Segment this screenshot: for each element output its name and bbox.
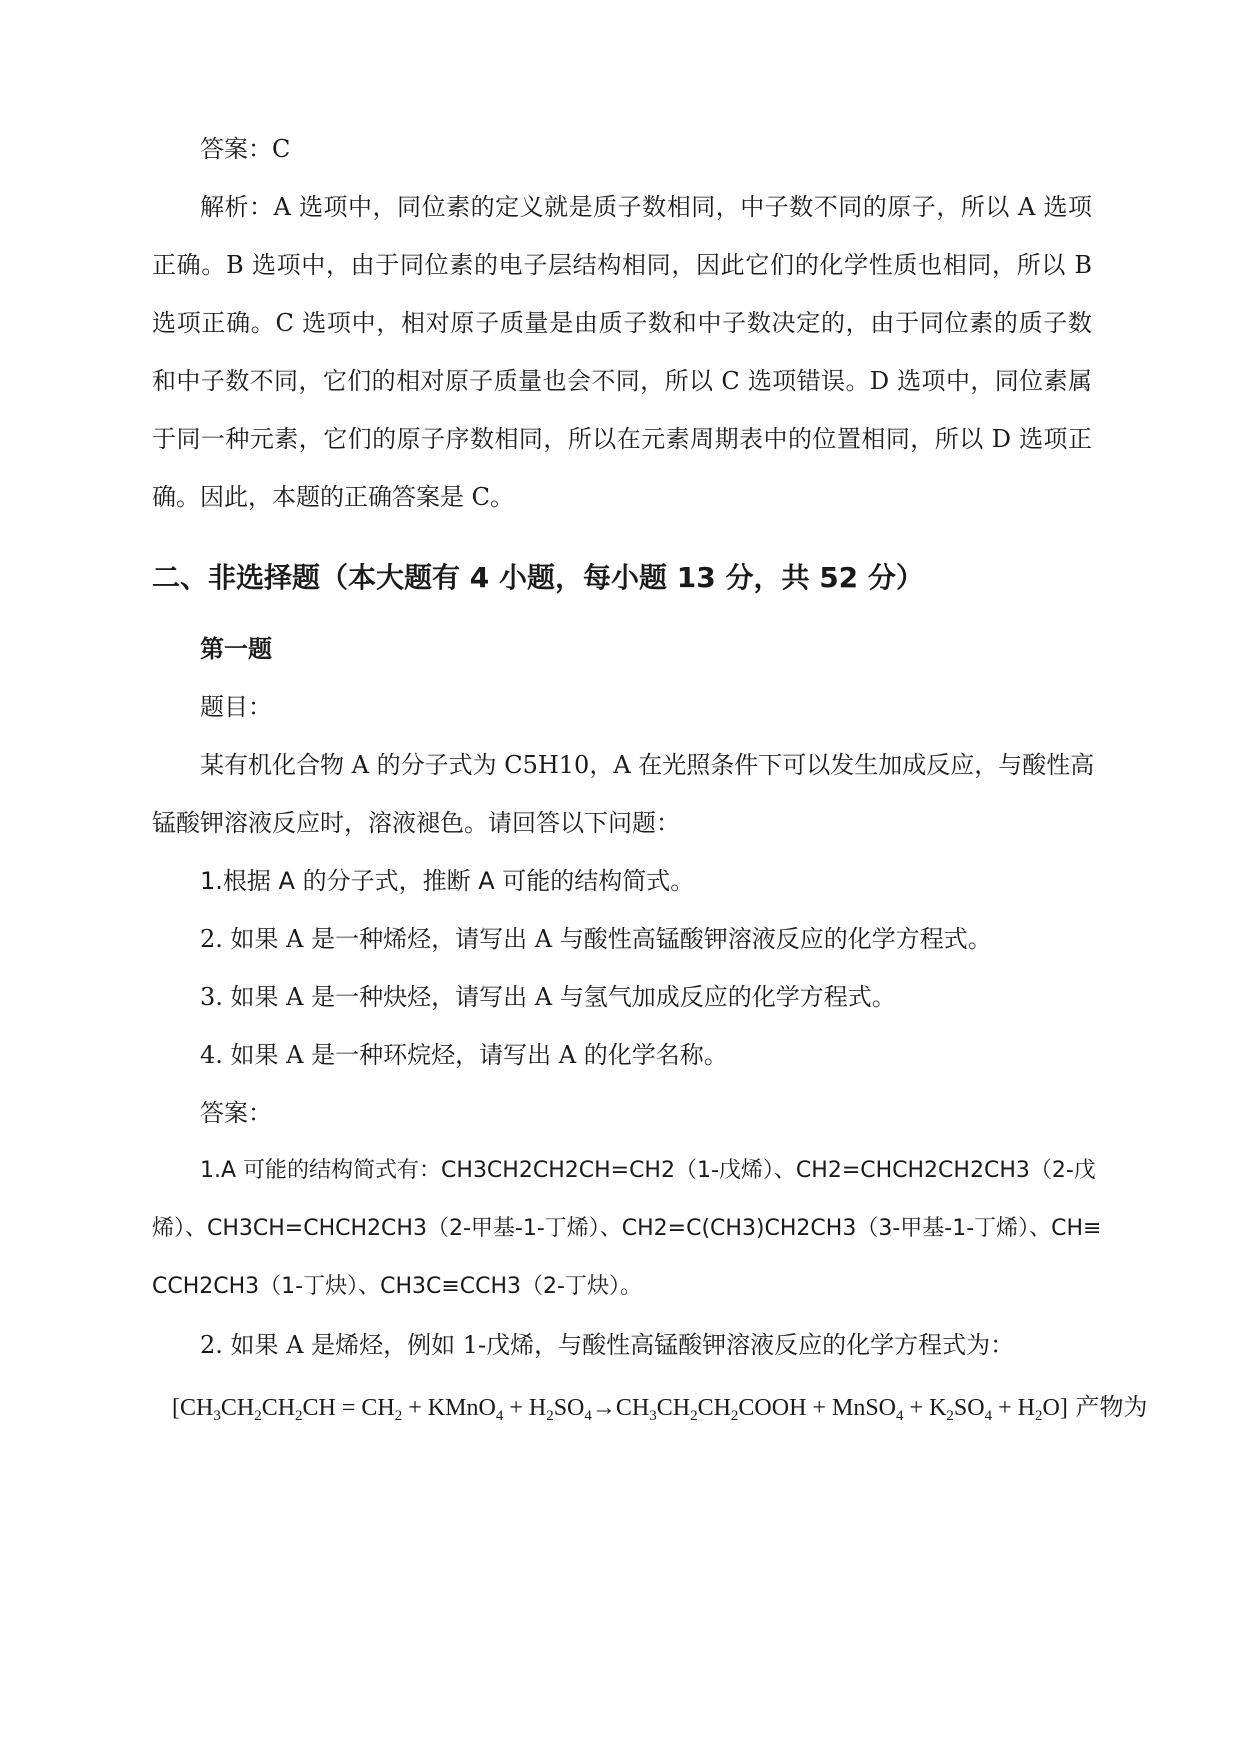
analysis-line-6: 确。因此，本题的正确答案是 C。 <box>152 483 514 511</box>
analysis-line-4: 和中子数不同，它们的相对原子质量也会不同，所以 C 选项错误。D 选项中，同位素属 <box>152 367 1092 395</box>
eq-r1-s4: 2 <box>394 1408 403 1424</box>
stem-line-2: 锰酸钾溶液反应时，溶液褪色。请回答以下问题： <box>152 809 680 837</box>
eq-h2so4-s2: 4 <box>584 1408 592 1424</box>
eq-close-bracket: ] <box>1059 1395 1068 1421</box>
eq-k2so4-a: K <box>929 1395 947 1421</box>
eq-k2so4-b: SO <box>953 1395 985 1421</box>
eq-h2o-a: H <box>1017 1395 1035 1421</box>
eq-r1-s2: 2 <box>254 1408 262 1424</box>
answer-1-line-3: CCH2CH3（1-丁炔）、CH3C≡CCH3（2-丁炔）。 <box>152 1274 642 1299</box>
eq-p1-b: CH <box>656 1395 691 1421</box>
eq-p1-c: CH <box>697 1395 731 1421</box>
eq-plus-3: + <box>806 1395 832 1421</box>
analysis-line-3: 选项正确。C 选项中，相对原子质量是由质子数和中子数决定的，由于同位素的质子数 <box>152 309 1092 337</box>
analysis-line-5: 于同一种元素，它们的原子序数相同，所以在元素周期表中的位置相同，所以 D 选项正 <box>152 425 1092 453</box>
section-heading: 二、非选择题（本大题有 4 小题，每小题 13 分，共 52 分） <box>152 561 924 594</box>
eq-h2o-b: O <box>1042 1395 1060 1421</box>
eq-r1-d: CH = CH <box>302 1395 395 1421</box>
eq-plus-4: + <box>903 1395 930 1421</box>
eq-kmno4: KMnO <box>427 1395 496 1421</box>
eq-plus-5: + <box>992 1395 1018 1421</box>
eq-r1-s3: 2 <box>295 1408 303 1424</box>
eq-h2o-sub: 2 <box>1034 1408 1043 1424</box>
eq-p1-s2: 2 <box>690 1408 698 1424</box>
answer-label: 答案： <box>200 1099 272 1127</box>
eq-r1-a: CH <box>180 1395 214 1421</box>
analysis-line-2: 正确。B 选项中，由于同位素的电子层结构相同，因此它们的化学性质也相同，所以 B <box>152 251 1092 279</box>
eq-h2so4-b: SO <box>553 1395 585 1421</box>
answer-2-intro: 2. 如果 A 是烯烃，例如 1-戊烯，与酸性高锰酸钾溶液反应的化学方程式为： <box>200 1331 1015 1359</box>
eq-open-bracket: [ <box>172 1395 180 1421</box>
previous-answer: 答案：C <box>200 135 291 163</box>
analysis-line-1: 解析：A 选项中，同位素的定义就是质子数相同，中子数不同的原子，所以 A 选项 <box>200 193 1092 221</box>
eq-arrow: → <box>591 1395 616 1421</box>
question-1-title: 第一题 <box>200 635 272 663</box>
sub-question-4: 4. 如果 A 是一种环烷烃，请写出 A 的化学名称。 <box>200 1041 728 1069</box>
question-label: 题目： <box>200 693 272 721</box>
sub-question-1: 1.根据 A 的分子式，推断 A 可能的结构简式。 <box>200 867 695 895</box>
eq-p1-d: COOH <box>738 1395 807 1421</box>
eq-mnso4: MnSO <box>831 1395 897 1421</box>
eq-r1-b: CH <box>220 1395 255 1421</box>
eq-kmno4-sub: 4 <box>495 1408 504 1424</box>
eq-h2so4-a: H <box>528 1395 547 1421</box>
answer-1-line-1: 1.A 可能的结构简式有：CH3CH2CH2CH=CH2（1-戊烯）、CH2=CHCH2CH2CH3（2-戊 <box>200 1158 1096 1183</box>
eq-r1-s1: 3 <box>213 1408 221 1424</box>
answer-1-line-2: 烯）、CH3CH=CHCH2CH3（2-甲基-1-丁烯）、CH2=C(CH3)CH2CH3（3-甲基-1-丁烯）、CH≡ <box>152 1216 1102 1241</box>
eq-k2so4-s1: 2 <box>946 1408 954 1424</box>
eq-h2so4-s1: 2 <box>546 1408 554 1424</box>
eq-tail-text: 产物为 <box>1067 1393 1148 1421</box>
eq-r1-c: CH <box>261 1395 296 1421</box>
stem-line-1: 某有机化合物 A 的分子式为 C5H10，A 在光照条件下可以发生加成反应，与酸性高 <box>200 751 1095 779</box>
eq-p1-s1: 3 <box>649 1408 657 1424</box>
sub-question-3: 3. 如果 A 是一种炔烃，请写出 A 与氢气加成反应的化学方程式。 <box>200 983 896 1011</box>
sub-question-2: 2. 如果 A 是一种烯烃，请写出 A 与酸性高锰酸钾溶液反应的化学方程式。 <box>200 925 992 953</box>
eq-plus-2: + <box>503 1395 529 1421</box>
eq-plus-1: + <box>402 1395 428 1421</box>
reaction-equation <box>172 1390 1148 1425</box>
eq-p1-a: CH <box>615 1395 650 1421</box>
eq-k2so4-s2: 4 <box>984 1408 993 1424</box>
eq-mnso4-sub: 4 <box>896 1408 904 1424</box>
eq-p1-s3: 2 <box>730 1408 739 1424</box>
